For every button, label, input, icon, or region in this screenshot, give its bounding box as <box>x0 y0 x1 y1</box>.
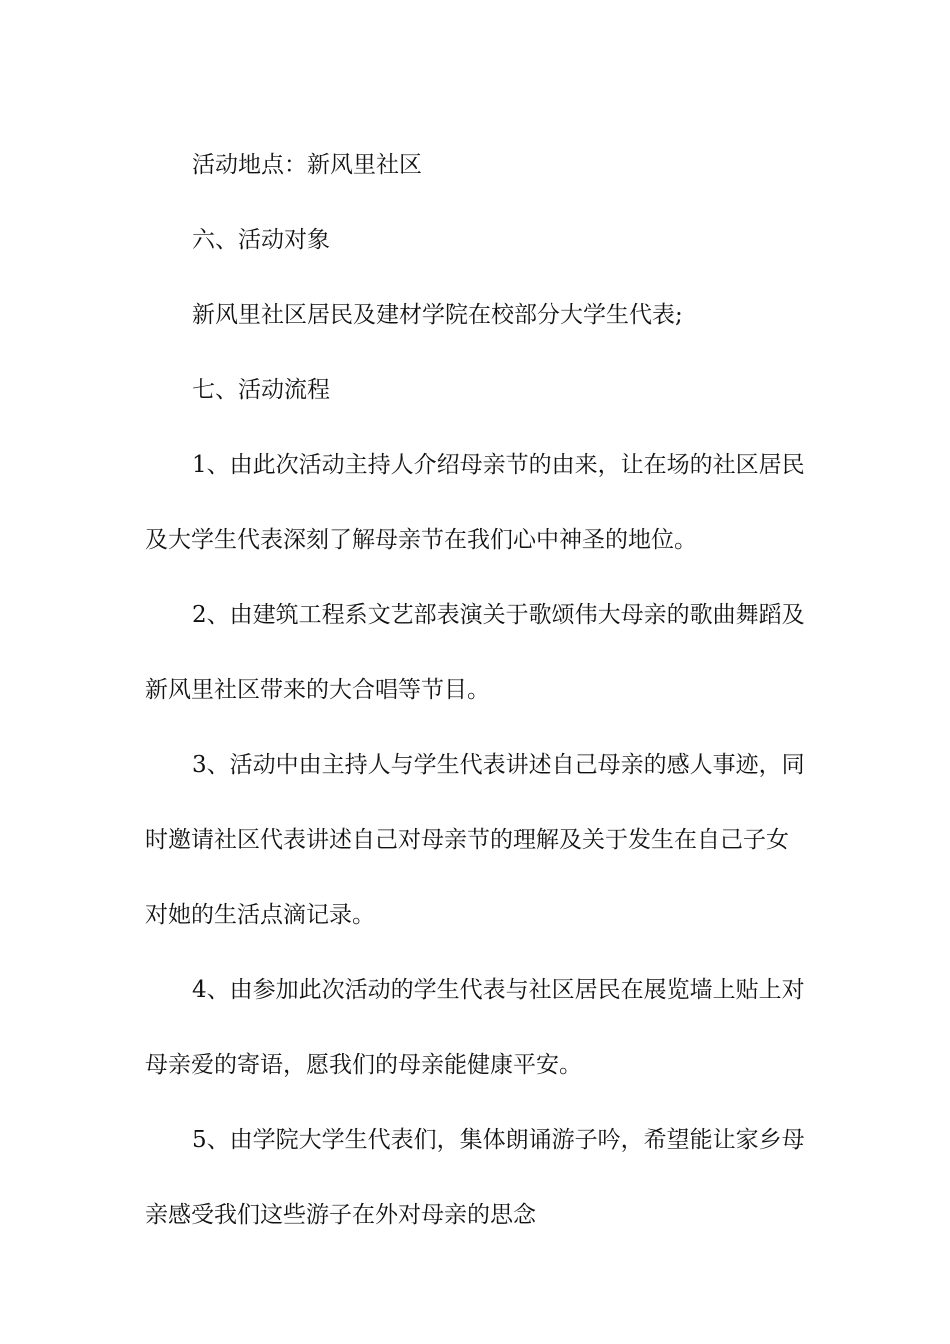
paragraph-step-1: 1、由此次活动主持人介绍母亲节的由来，让在场的社区居民及大学生代表深刻了解母亲节在我们心中神圣的地位。 <box>145 452 805 553</box>
paragraph-target: 新风里社区居民及建材学院在校部分大学生代表; <box>192 302 683 328</box>
heading-activity-target: 六、活动对象 <box>192 227 330 253</box>
heading-activity-process: 七、活动流程 <box>192 377 330 403</box>
paragraph-step-5: 5、由学院大学生代表们，集体朗诵游子吟，希望能让家乡母亲感受我们这些游子在外对母亲的思念 <box>145 1127 805 1228</box>
document-body <box>145 128 810 1253</box>
paragraph-step-4: 4、由参加此次活动的学生代表与社区居民在展览墙上贴上对母亲爱的寄语，愿我们的母亲能健康平安。 <box>145 977 805 1078</box>
paragraph-step-3: 3、活动中由主持人与学生代表讲述自己母亲的感人事迹，同时邀请社区代表讲述自己对母亲节的理解及关于发生在自己子女对她的生活点滴记录。 <box>145 752 805 928</box>
paragraph-location: 活动地点：新风里社区 <box>192 152 422 178</box>
paragraph-step-2: 2、由建筑工程系文艺部表演关于歌颂伟大母亲的歌曲舞蹈及新风里社区带来的大合唱等节目。 <box>145 602 805 703</box>
